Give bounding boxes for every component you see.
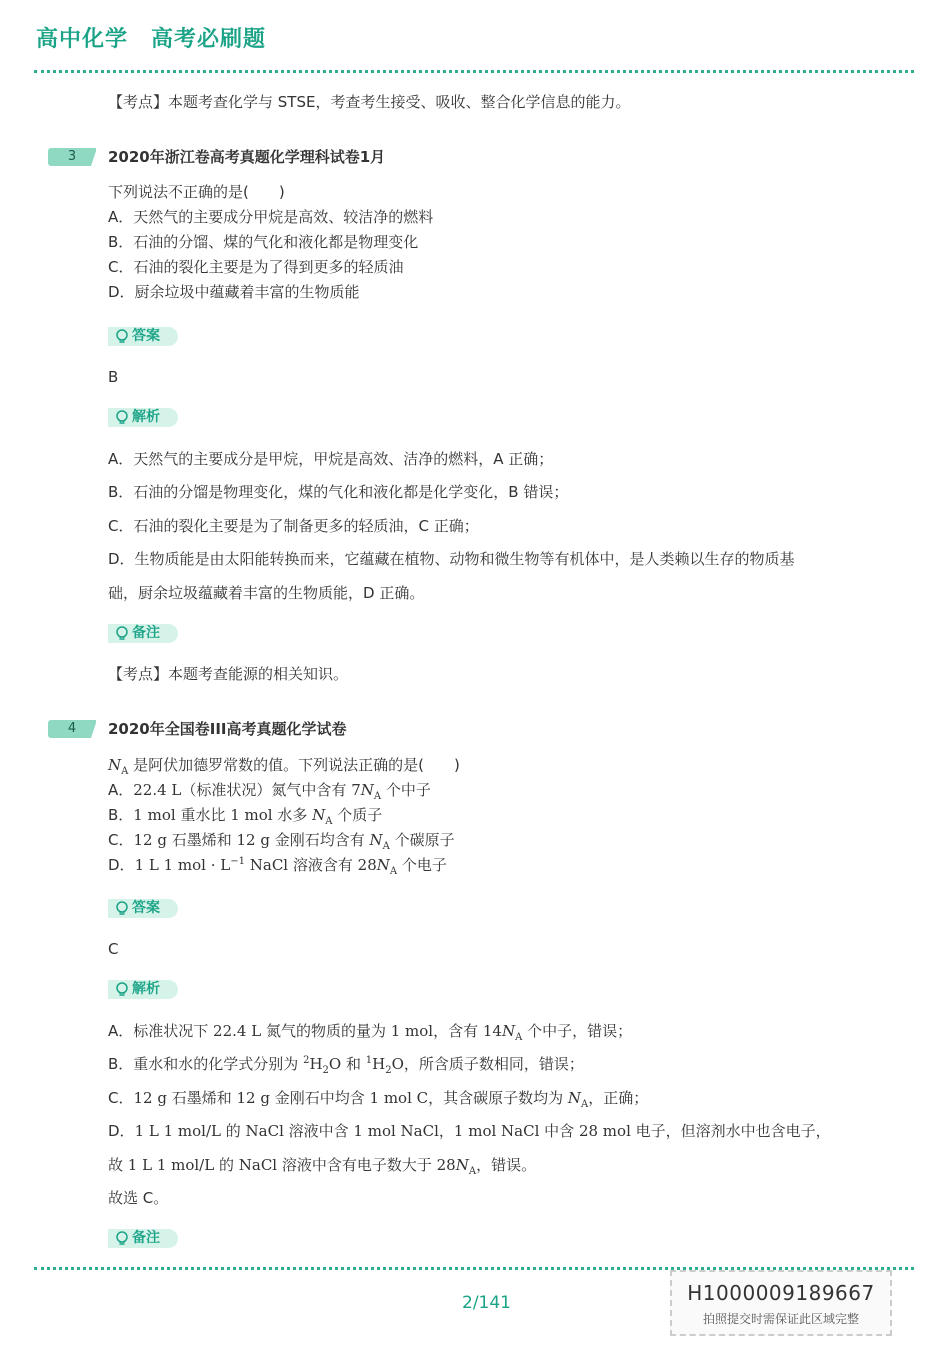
option-d: D．厨余垃圾中蕴藏着丰富的生物质能	[108, 283, 360, 301]
conclusion: 故选 C。	[108, 1189, 169, 1207]
question-stem: $N_A$ 是阿伏加德罗常数的值。下列说法正确的是( )	[108, 756, 460, 777]
remark-tag	[108, 1229, 178, 1248]
lightbulb-icon	[115, 901, 129, 917]
page-number: 2/141	[462, 1293, 511, 1313]
analysis-line: B．石油的分馏是物理变化，煤的气化和液化都是化学变化，B 错误；	[108, 483, 569, 501]
answer-label: 答案	[132, 328, 160, 344]
question-stem: 下列说法不正确的是( )	[108, 183, 285, 201]
option-b: B．石油的分馏、煤的气化和液化都是物理变化	[108, 233, 419, 251]
answer-value: C	[108, 940, 119, 958]
remark-text: 【考点】本题考查能源的相关知识。	[108, 665, 349, 683]
lightbulb-icon	[115, 1231, 129, 1247]
remark-label: 备注	[132, 1230, 160, 1246]
document-code: H1000009189667	[687, 1281, 875, 1305]
analysis-line: A．标准状况下 22.4 L 氮气的物质的量为 1 mol，含有 $14N_A$ 个中子，错误；	[108, 1022, 633, 1043]
previous-remark: 【考点】本题考查化学与 STSE，考查考生接受、吸收、整合化学信息的能力。	[108, 93, 631, 111]
option-c: C．12 g 石墨烯和 12 g 金刚石均含有 $N_A$ 个碳原子	[108, 831, 455, 852]
answer-tag	[108, 899, 178, 918]
analysis-tag	[108, 408, 178, 427]
answer-tag	[108, 327, 178, 346]
analysis-label: 解析	[132, 981, 160, 997]
analysis-line: A．天然气的主要成分是甲烷，甲烷是高效、洁净的燃料，A 正确；	[108, 450, 554, 468]
question-title: 2020年浙江卷高考真题化学理科试卷1月	[108, 148, 386, 166]
option-c: C．石油的裂化主要是为了得到更多的轻质油	[108, 258, 404, 276]
option-b: B．1 mol 重水比 1 mol 水多 $N_A$ 个质子	[108, 806, 383, 827]
analysis-line: 故 1 L 1 mol/L 的 NaCl 溶液中含有电子数大于 $28N_A$，错误。	[108, 1156, 537, 1177]
analysis-line: D．1 L 1 mol/L 的 NaCl 溶液中含 1 mol NaCl，1 mol NaCl 中含 28 mol 电子，但溶剂水中也含电子，	[108, 1122, 831, 1140]
analysis-line: B．重水和水的化学式分别为 $^2H_2O$ 和 $^1H_2O$，所含质子数相同，错误；	[108, 1055, 584, 1076]
lightbulb-icon	[115, 982, 129, 998]
analysis-line: 础，厨余垃圾蕴藏着丰富的生物质能，D 正确。	[108, 584, 425, 602]
code-note: 拍照提交时需保证此区域完整	[702, 1312, 859, 1326]
question-number: 4	[48, 720, 96, 738]
remark-label: 备注	[132, 625, 160, 641]
lightbulb-icon	[115, 410, 129, 426]
question-number: 3	[48, 148, 96, 166]
document-code-box	[670, 1270, 892, 1336]
analysis-line: D．生物质能是由太阳能转换而来，它蕴藏在植物、动物和微生物等有机体中，是人类赖以生存的物质基	[108, 550, 795, 568]
analysis-line: C．12 g 石墨烯和 12 g 金刚石中均含 1 mol C，其含碳原子数均为 $N_A$，正确；	[108, 1089, 649, 1110]
option-a: A．天然气的主要成分甲烷是高效、较洁净的燃料	[108, 208, 434, 226]
option-a: A．22.4 L（标准状况）氮气中含有 $7N_A$ 个中子	[108, 781, 431, 802]
lightbulb-icon	[115, 329, 129, 345]
analysis-label: 解析	[132, 409, 160, 425]
header-divider	[34, 70, 914, 73]
option-d: D．1 L 1 mol · $L^{-1}$ NaCl 溶液含有 $28N_A$ 个电子	[108, 856, 447, 877]
lightbulb-icon	[115, 626, 129, 642]
answer-label: 答案	[132, 900, 160, 916]
answer-value: B	[108, 368, 119, 386]
question-title: 2020年全国卷III高考真题化学试卷	[108, 720, 347, 738]
analysis-line: C．石油的裂化主要是为了制备更多的轻质油，C 正确；	[108, 517, 479, 535]
remark-tag	[108, 624, 178, 643]
analysis-tag	[108, 980, 178, 999]
header-title: 高中化学 高考必刷题	[36, 27, 267, 52]
